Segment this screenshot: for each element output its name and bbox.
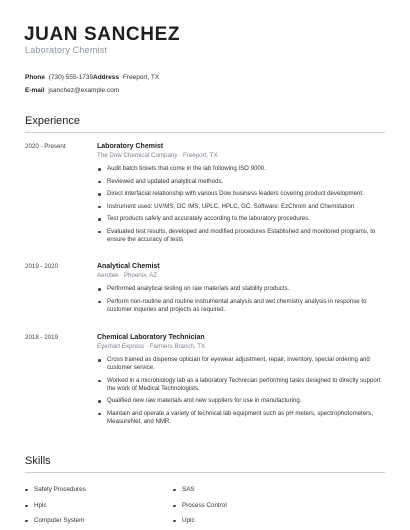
skill-item: Computer System xyxy=(25,517,84,524)
candidate-title: Laboratory Chemist xyxy=(25,45,108,55)
job-dates: 2019 - 2020 xyxy=(25,263,59,270)
experience-divider xyxy=(25,132,385,133)
email-label: E-mail xyxy=(25,87,45,94)
skill-item: Uplc xyxy=(173,517,195,524)
address-value: Freeport, TX xyxy=(122,74,160,81)
list-item: Maintain and operate a variety of technical lab equipment such as pH meters, spectrophotometers, MeasureNet, and NMR. xyxy=(97,410,387,426)
list-item: Instrument used: UV/MS, GC /MS, UPLC, HPLC, GC. Software: EzChrom and Chemstation xyxy=(97,203,387,211)
list-item: Evaluated test results, developed and modified procedures Established and monitored programs, to ensure the accuracy of tests xyxy=(97,228,387,244)
contact-phone xyxy=(25,74,93,81)
list-item: Perform non-routine and routine instrumental analysis and wet chemistry analysis in response to customer inquiries and projects as required. xyxy=(97,298,387,314)
job-company: Aerotek · Phoenix, AZ xyxy=(97,272,158,279)
job-title: Chemical Laboratory Technician xyxy=(97,334,205,341)
job-bullets xyxy=(97,356,387,430)
job-dates: 2020 - Present xyxy=(25,143,66,150)
phone-label: Phone xyxy=(25,74,45,81)
contact-address xyxy=(93,74,159,81)
list-item: Qualified new raw materials and new suppliers for use in manufacturing. xyxy=(97,397,387,405)
list-item: Performed analytical testing on raw materials and stability products. xyxy=(97,285,387,293)
job-bullets xyxy=(97,285,387,318)
list-item: Test products safely and accurately according to the laboratory procedures. xyxy=(97,215,387,223)
list-item: Reviewed and updated analytical methods. xyxy=(97,178,387,186)
skill-item: Process Control xyxy=(173,502,227,509)
address-label: Address xyxy=(93,74,120,81)
email-value: jsanchez@example.com xyxy=(48,87,120,94)
job-title: Laboratory Chemist xyxy=(97,143,164,150)
contact-email xyxy=(25,87,119,94)
skill-item: SAS xyxy=(173,486,195,493)
job-dates: 2018 - 2019 xyxy=(25,334,59,341)
list-item: Cross trained as dispense optician for eyewear adjustment, repair, inventory, special ordering and customer service. xyxy=(97,356,387,372)
skill-item: Hplc xyxy=(25,502,47,509)
skills-heading: Skills xyxy=(25,455,51,467)
list-item: Worked in a microbiology lab as a laboratory Technician performing tasks designed to directly support the work of Medical Technologists. xyxy=(97,377,387,393)
job-company: The Dow Chemical Company · Freeport, TX xyxy=(97,152,218,159)
list-item: Direct interfacial relationship with various Dow business leaders covering product development. xyxy=(97,190,387,198)
job-bullets xyxy=(97,165,387,248)
skills-divider xyxy=(25,472,385,473)
experience-heading: Experience xyxy=(25,115,81,127)
job-company: Eyemart Express · Farmers Branch, TX xyxy=(97,343,206,350)
phone-value: (730) 555-1739 xyxy=(48,74,94,81)
job-title: Analytical Chemist xyxy=(97,263,160,270)
candidate-name: JUAN SANCHEZ xyxy=(24,24,181,45)
list-item: Audit batch tickets that come in the lab following ISO 9000. xyxy=(97,165,387,173)
skill-item: Safety Procedures xyxy=(25,486,86,493)
